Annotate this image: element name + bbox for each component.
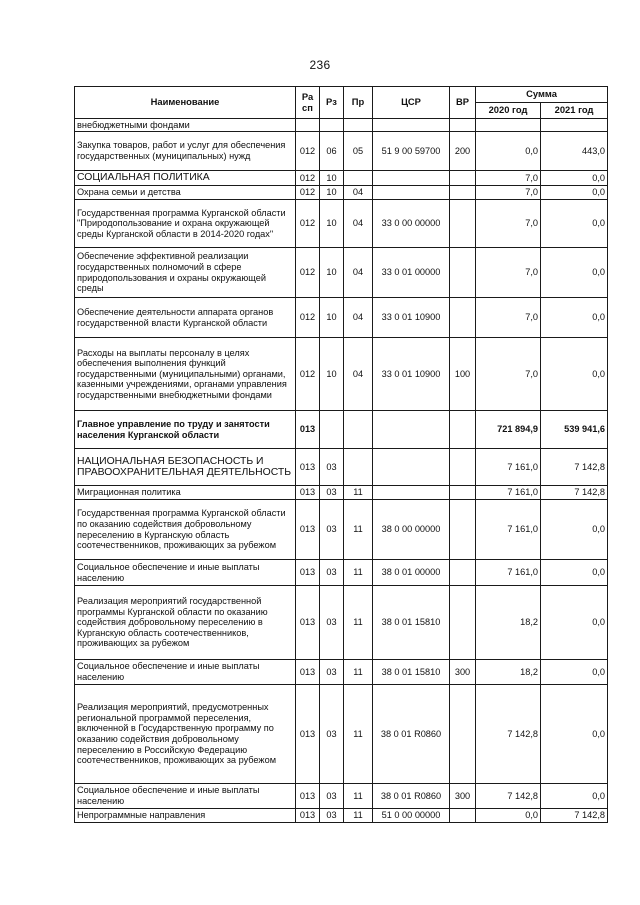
row-vr: 200 [450, 132, 476, 171]
table-row [75, 171, 608, 186]
row-name: СОЦИАЛЬНАЯ ПОЛИТИКА [75, 171, 296, 186]
row-pr: 04 [344, 186, 373, 200]
row-vr [450, 586, 476, 660]
row-csr: 33 0 01 10900 [373, 338, 450, 411]
row-csr: 38 0 01 R0860 [373, 784, 450, 809]
row-rz: 03 [320, 685, 344, 784]
row-csr: 38 0 01 15810 [373, 586, 450, 660]
table-row [75, 298, 608, 338]
row-sum-2020: 18,2 [476, 586, 541, 660]
row-pr: 04 [344, 338, 373, 411]
row-rz: 10 [320, 200, 344, 248]
row-rasp: 013 [296, 784, 320, 809]
row-csr: 33 0 00 00000 [373, 200, 450, 248]
row-vr [450, 298, 476, 338]
row-sum-2020 [476, 119, 541, 132]
table-body [75, 119, 608, 823]
row-rasp: 013 [296, 660, 320, 685]
header-vr: ВР [450, 87, 476, 119]
row-pr [344, 449, 373, 486]
row-vr [450, 809, 476, 823]
row-rasp: 013 [296, 411, 320, 449]
table-row [75, 186, 608, 200]
row-sum-2021: 0,0 [541, 586, 608, 660]
row-rz [320, 119, 344, 132]
row-rz: 03 [320, 784, 344, 809]
row-rasp: 013 [296, 486, 320, 500]
row-name: Обеспечение деятельности аппарата органов государственной власти Курганской области [75, 298, 296, 338]
row-sum-2021: 0,0 [541, 685, 608, 784]
row-name: НАЦИОНАЛЬНАЯ БЕЗОПАСНОСТЬ И ПРАВООХРАНИТЕЛЬНАЯ ДЕЯТЕЛЬНОСТЬ [75, 449, 296, 486]
row-vr [450, 500, 476, 560]
table-row [75, 132, 608, 171]
row-rz: 03 [320, 500, 344, 560]
table-row [75, 411, 608, 449]
row-sum-2020: 0,0 [476, 809, 541, 823]
header-2020: 2020 год [476, 103, 541, 119]
row-rasp: 012 [296, 298, 320, 338]
row-rz: 03 [320, 660, 344, 685]
row-rasp: 013 [296, 809, 320, 823]
row-sum-2021: 7 142,8 [541, 449, 608, 486]
row-csr: 38 0 01 15810 [373, 660, 450, 685]
row-rasp [296, 119, 320, 132]
row-csr: 38 0 01 R0860 [373, 685, 450, 784]
header-sum: Сумма [476, 87, 608, 103]
row-sum-2020: 7,0 [476, 200, 541, 248]
table-row [75, 200, 608, 248]
row-sum-2020: 7,0 [476, 338, 541, 411]
row-name: внебюджетными фондами [75, 119, 296, 132]
row-csr: 51 0 00 00000 [373, 809, 450, 823]
row-sum-2020: 18,2 [476, 660, 541, 685]
header-2021: 2021 год [541, 103, 608, 119]
row-sum-2020: 0,0 [476, 132, 541, 171]
row-name: Обеспечение эффективной реализации государственных полномочий в сфере природопользования и охраны окружающей среды [75, 248, 296, 298]
row-csr: 38 0 01 00000 [373, 560, 450, 586]
table-row [75, 586, 608, 660]
row-sum-2020: 7 161,0 [476, 560, 541, 586]
row-csr: 51 9 00 59700 [373, 132, 450, 171]
row-csr [373, 171, 450, 186]
row-sum-2020: 7 142,8 [476, 685, 541, 784]
row-rasp: 013 [296, 685, 320, 784]
row-csr: 38 0 00 00000 [373, 500, 450, 560]
row-sum-2021: 7 142,8 [541, 486, 608, 500]
row-vr [450, 248, 476, 298]
row-vr [450, 685, 476, 784]
row-csr: 33 0 01 10900 [373, 298, 450, 338]
row-pr [344, 411, 373, 449]
row-rz [320, 411, 344, 449]
row-vr: 300 [450, 660, 476, 685]
row-sum-2021: 0,0 [541, 200, 608, 248]
row-sum-2021: 0,0 [541, 560, 608, 586]
row-vr [450, 171, 476, 186]
row-sum-2020: 7 161,0 [476, 486, 541, 500]
row-csr: 33 0 01 00000 [373, 248, 450, 298]
row-sum-2021: 539 941,6 [541, 411, 608, 449]
row-sum-2020: 7 142,8 [476, 784, 541, 809]
row-sum-2020: 7 161,0 [476, 500, 541, 560]
row-rz: 03 [320, 809, 344, 823]
row-name: Охрана семьи и детства [75, 186, 296, 200]
row-pr: 11 [344, 685, 373, 784]
row-rz: 10 [320, 171, 344, 186]
row-name: Государственная программа Курганской области по оказанию содействия добровольному переселению в Курганскую область соотечественников, проживающих за рубежом [75, 500, 296, 560]
header-rz: Рз [320, 87, 344, 119]
row-sum-2021: 443,0 [541, 132, 608, 171]
row-name: Реализация мероприятий, предусмотренных региональной программой переселения, включенной в Государственную программу по оказанию содействия добровольному переселению в Российскую Федерацию соотечественников, проживающих за рубежом [75, 685, 296, 784]
row-name: Закупка товаров, работ и услуг для обеспечения государственных (муниципальных) нужд [75, 132, 296, 171]
row-sum-2021: 0,0 [541, 500, 608, 560]
header-csr: ЦСР [373, 87, 450, 119]
row-pr: 11 [344, 809, 373, 823]
row-rasp: 013 [296, 560, 320, 586]
row-sum-2020: 7,0 [476, 171, 541, 186]
row-sum-2021: 7 142,8 [541, 809, 608, 823]
row-sum-2020: 7 161,0 [476, 449, 541, 486]
row-vr [450, 119, 476, 132]
row-name: Социальное обеспечение и иные выплаты населению [75, 560, 296, 586]
row-vr [450, 200, 476, 248]
row-sum-2021: 0,0 [541, 298, 608, 338]
row-sum-2021: 0,0 [541, 338, 608, 411]
row-pr: 04 [344, 248, 373, 298]
row-pr: 11 [344, 784, 373, 809]
table-row [75, 500, 608, 560]
row-rz: 03 [320, 449, 344, 486]
row-vr [450, 186, 476, 200]
row-sum-2020: 721 894,9 [476, 411, 541, 449]
row-rasp: 012 [296, 171, 320, 186]
row-pr: 11 [344, 500, 373, 560]
row-rz: 10 [320, 186, 344, 200]
row-name: Непрограммные направления [75, 809, 296, 823]
row-rz: 06 [320, 132, 344, 171]
header-pr: Пр [344, 87, 373, 119]
row-pr: 11 [344, 586, 373, 660]
row-pr [344, 171, 373, 186]
row-csr [373, 411, 450, 449]
row-pr: 11 [344, 486, 373, 500]
row-rz: 10 [320, 248, 344, 298]
header-name: Наименование [75, 87, 296, 119]
row-csr [373, 186, 450, 200]
row-rasp: 012 [296, 200, 320, 248]
row-rasp: 012 [296, 186, 320, 200]
row-rasp: 012 [296, 338, 320, 411]
row-sum-2021: 0,0 [541, 171, 608, 186]
row-pr: 05 [344, 132, 373, 171]
row-name: Реализация мероприятий государственной программы Курганской области по оказанию содействия добровольному переселению в Курганскую область соотечественников, проживающих за рубежом [75, 586, 296, 660]
row-rasp: 013 [296, 586, 320, 660]
row-sum-2021: 0,0 [541, 248, 608, 298]
row-pr: 04 [344, 298, 373, 338]
row-csr [373, 449, 450, 486]
row-rasp: 013 [296, 449, 320, 486]
row-sum-2021: 0,0 [541, 660, 608, 685]
table-row [75, 119, 608, 132]
row-vr: 300 [450, 784, 476, 809]
table-row [75, 809, 608, 823]
row-rz: 03 [320, 560, 344, 586]
row-sum-2021: 0,0 [541, 784, 608, 809]
row-sum-2021 [541, 119, 608, 132]
row-rasp: 013 [296, 500, 320, 560]
row-pr: 11 [344, 660, 373, 685]
row-name: Государственная программа Курганской области "Природопользование и охрана окружающей среды Курганской области в 2014-2020 годах" [75, 200, 296, 248]
row-name: Социальное обеспечение и иные выплаты населению [75, 784, 296, 809]
table-row [75, 338, 608, 411]
table-row [75, 248, 608, 298]
table-row [75, 784, 608, 809]
row-pr: 04 [344, 200, 373, 248]
row-vr: 100 [450, 338, 476, 411]
budget-table [74, 86, 608, 823]
row-vr [450, 486, 476, 500]
table-row [75, 486, 608, 500]
row-rz: 03 [320, 586, 344, 660]
header-rasp: Ра сп [296, 87, 320, 119]
row-rz: 10 [320, 298, 344, 338]
row-rz: 03 [320, 486, 344, 500]
row-name: Главное управление по труду и занятости населения Курганской области [75, 411, 296, 449]
row-vr [450, 560, 476, 586]
table-row [75, 449, 608, 486]
row-csr [373, 486, 450, 500]
row-pr [344, 119, 373, 132]
page-number: 236 [309, 58, 331, 72]
row-rasp: 012 [296, 132, 320, 171]
row-sum-2020: 7,0 [476, 186, 541, 200]
row-rz: 10 [320, 338, 344, 411]
row-vr [450, 449, 476, 486]
row-pr: 11 [344, 560, 373, 586]
row-sum-2020: 7,0 [476, 298, 541, 338]
row-sum-2021: 0,0 [541, 186, 608, 200]
table-row [75, 685, 608, 784]
row-csr [373, 119, 450, 132]
table-row [75, 560, 608, 586]
row-name: Социальное обеспечение и иные выплаты населению [75, 660, 296, 685]
table-row [75, 660, 608, 685]
row-name: Расходы на выплаты персоналу в целях обеспечения выполнения функций государственными (муниципальными) органами, казенными учреждениями, органами управления государственными внебюджетными фондами [75, 338, 296, 411]
row-vr [450, 411, 476, 449]
row-sum-2020: 7,0 [476, 248, 541, 298]
row-rasp: 012 [296, 248, 320, 298]
row-name: Миграционная политика [75, 486, 296, 500]
